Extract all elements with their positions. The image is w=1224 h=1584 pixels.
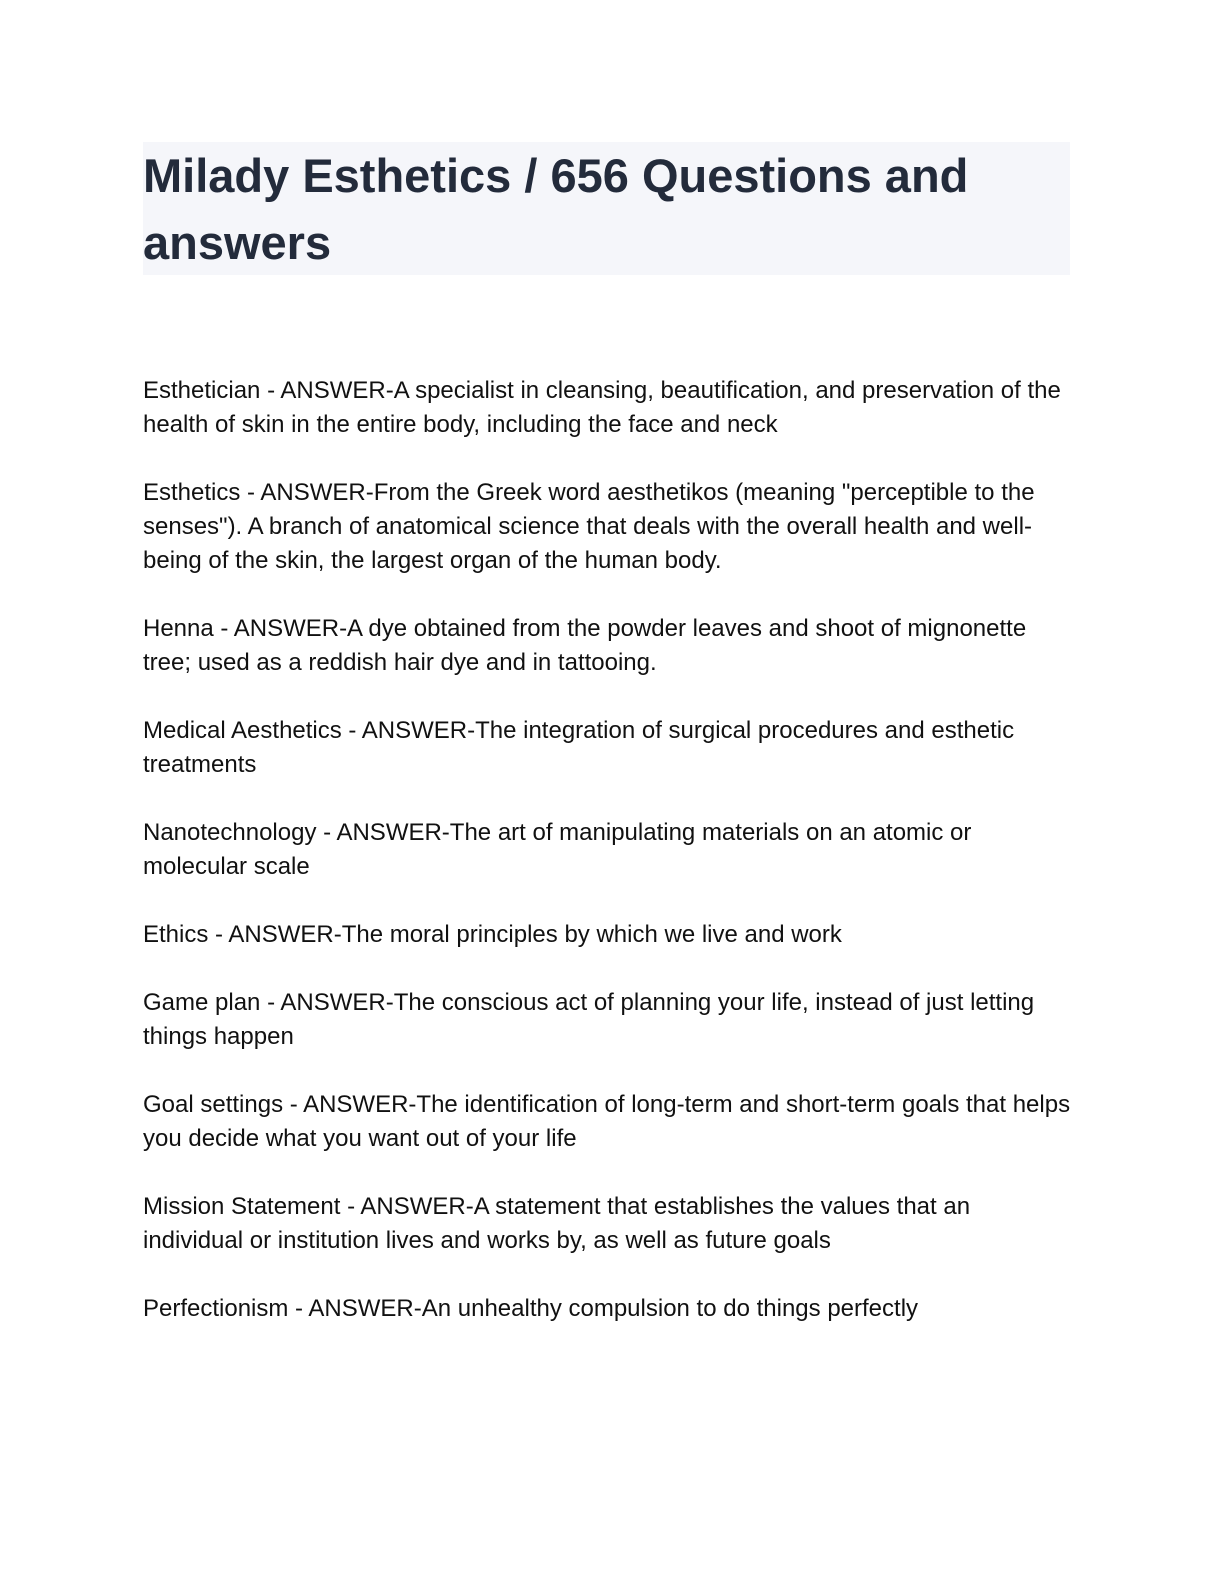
qa-entry: Mission Statement - ANSWER-A statement that establishes the values that an individual or institution lives and works by, as well as future goals	[143, 1193, 971, 1254]
qa-entry: Nanotechnology - ANSWER-The art of manipulating materials on an atomic or molecular scale	[143, 819, 972, 880]
qa-entry: Henna - ANSWER-A dye obtained from the powder leaves and shoot of mignonette tree; used as a reddish hair dye and in tattooing.	[143, 615, 1027, 676]
qa-entry: Ethics - ANSWER-The moral principles by which we live and work	[143, 921, 842, 948]
qa-entry: Game plan - ANSWER-The conscious act of planning your life, instead of just letting things happen	[143, 989, 1035, 1050]
qa-list	[143, 374, 1073, 1360]
qa-entry: Esthetician - ANSWER-A specialist in cleansing, beautification, and preservation of the health of skin in the entire body, including the face and neck	[143, 377, 1061, 438]
qa-entry: Perfectionism - ANSWER-An unhealthy compulsion to do things perfectly	[143, 1295, 919, 1322]
qa-entry: Esthetics - ANSWER-From the Greek word aesthetikos (meaning "perceptible to the senses"). A branch of anatomical science that deals with the overall health and well-being of the skin, the largest organ of the human body.	[143, 479, 1035, 574]
qa-entry: Goal settings - ANSWER-The identification of long-term and short-term goals that helps you decide what you want out of your life	[143, 1091, 1071, 1152]
document-title: Milady Esthetics / 656 Questions and answers	[143, 149, 969, 269]
title-block	[143, 142, 1070, 275]
qa-entry: Medical Aesthetics - ANSWER-The integration of surgical procedures and esthetic treatments	[143, 717, 1015, 778]
